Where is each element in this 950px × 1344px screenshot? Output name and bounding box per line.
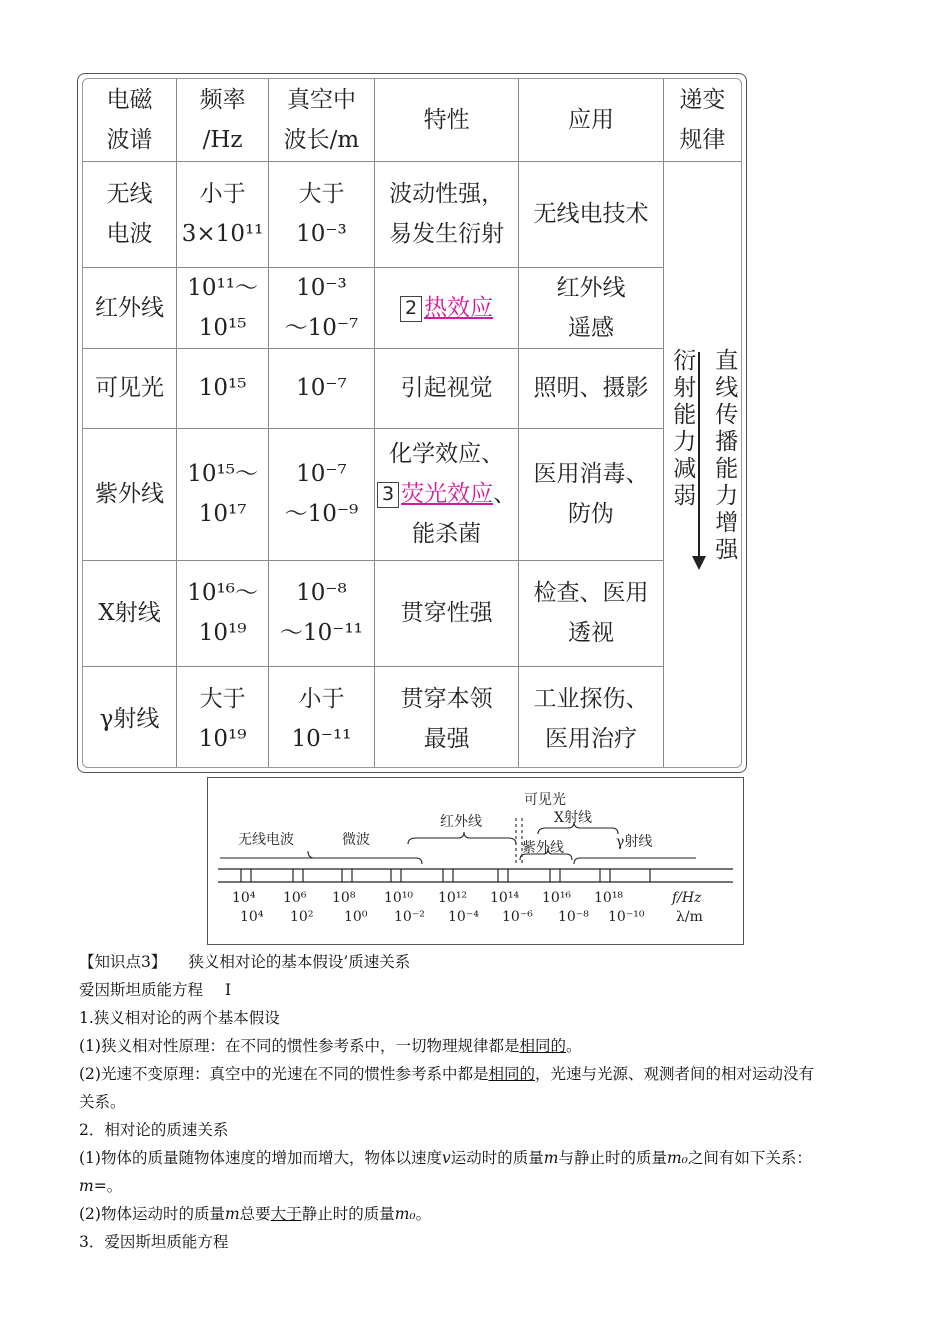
freq-tick-labels [232,890,702,906]
freq-tick-label: 10¹⁸ [594,890,624,906]
header-cell: 频率 /Hz [177,79,269,161]
blank-number-box: 3 [377,482,399,508]
freq-tick-label: 10¹⁰ [384,890,414,906]
freq-unit-label: f/Hz [672,890,702,906]
band-label: 可见光 [524,792,566,808]
kp-level: Ⅰ [225,981,232,999]
freq-cell: 10¹⁶～ 10¹⁹ [177,560,269,666]
freq-cell: 大于 10¹⁹ [177,666,269,768]
kp-title: 狭义相对论的基本假设’质速关系 [188,953,411,971]
header-cell: 真空中 波长/m [269,79,375,161]
application-cell: 照明、摄影 [519,348,663,428]
wave-cell: 10⁻³ ～10⁻⁷ [269,267,375,348]
underlined-answer: 相同的 [488,1065,535,1083]
wave-tick-labels [240,909,703,925]
wave-tick-label: 10⁴ [240,909,264,925]
symbol-m0: m₀ [666,1149,688,1167]
wave-unit-label: λ/m [676,909,703,925]
symbol-m0: m₀ [394,1205,416,1223]
application-cell: 工业探伤、 医用治疗 [519,666,663,768]
freq-tick-label: 10⁶ [283,890,307,906]
paragraph-text: (2)光速不变原理：真空中的光速在不同的惯性参考系中都是 [79,1065,489,1083]
paragraph-continued: 关系。 [79,1093,126,1111]
trend-arrow-line [698,352,700,560]
freq-tick-label: 10¹² [438,890,468,906]
fill-in-answer: 荧光效应 [401,481,494,507]
row-name-cell: 无线 电波 [83,161,177,267]
wave-cell: 10⁻⁷ [269,348,375,428]
property-separator: 、 [493,481,517,507]
symbol-m: m [79,1177,94,1195]
property-line: 化学效应、 [389,441,505,467]
paragraph-text: ，光速与光源、观测者间的相对运动没有 [534,1065,814,1083]
symbol-v: v [441,1149,451,1167]
section-heading: 2．相对论的质速关系 [79,1121,229,1139]
row-name-cell: 红外线 [83,267,177,348]
spectrum-diagram-svg [208,778,743,944]
gamma-bracket-end [574,858,580,864]
spectrum-table-inner [82,78,742,768]
paragraph [79,1146,812,1168]
paragraph-text: 运动时的质量 [450,1149,544,1167]
knowledge-point-heading [79,950,410,972]
freq-cell: 10¹¹～ 10¹⁵ [177,267,269,348]
property-cell: 引起视觉 [374,348,518,428]
blank-number-box: 2 [400,296,422,322]
freq-cell: 小于 3×10¹¹ [177,161,269,267]
row-name-cell: 可见光 [83,348,177,428]
property-cell [374,267,518,348]
underlined-answer: 大于 [270,1205,302,1223]
wave-tick-label: 10⁰ [344,909,368,925]
wave-cell: 10⁻⁷ ～10⁻⁹ [269,428,375,560]
band-label: 无线电波 [238,832,294,848]
property-cell: 贯穿本领 最强 [374,666,518,768]
row-name-cell: 紫外线 [83,428,177,560]
table-row [83,666,741,768]
row-name-cell: X射线 [83,560,177,666]
equation-text: =。 [93,1177,123,1195]
freq-tick-label: 10⁴ [232,890,256,906]
section-heading: 1.狭义相对论的两个基本假设 [79,1009,280,1027]
paragraph-text: 之间有如下关系： [687,1149,812,1167]
down-arrow-icon [692,556,706,570]
wave-tick-label: 10² [290,909,314,925]
wave-cell: 10⁻⁸ ～10⁻¹¹ [269,560,375,666]
microwave-bracket [308,851,422,864]
table-row [83,428,741,560]
header-cell: 递变 规律 [663,79,741,161]
symbol-m: m [543,1149,559,1167]
application-cell: 红外线 遥感 [519,267,663,348]
paragraph [79,1062,814,1084]
fill-in-answer: 热效应 [424,294,494,321]
band-label: 紫外线 [522,840,564,856]
wave-tick-label: 10⁻⁸ [558,909,589,925]
wave-cell: 小于 10⁻¹¹ [269,666,375,768]
spectrum-diagram [207,777,744,945]
table-header-row [83,79,741,161]
symbol-m: m [224,1205,240,1223]
equation-line [79,1174,122,1196]
band-label: X射线 [554,810,592,826]
band-label: 红外线 [440,814,482,830]
band-labels [238,791,652,856]
header-cell: 应用 [519,79,663,161]
infrared-bracket [408,832,516,844]
application-cell: 无线电技术 [519,161,663,267]
header-cell: 电磁 波谱 [83,79,177,161]
wave-tick-label: 10⁻⁶ [502,909,533,925]
table-row [83,267,741,348]
paragraph-text: (1)物体的质量随物体速度的增加而增大，物体以速度 [79,1149,442,1167]
property-cell [374,428,518,560]
property-cell: 贯穿性强 [374,560,518,666]
axis-ticks [241,869,650,882]
kp-subtitle: 爱因斯坦质能方程 [79,981,204,999]
header-cell: 特性 [374,79,518,161]
table-row [83,161,741,267]
paragraph-text: (2)物体运动时的质量 [79,1205,225,1223]
paragraph-text: 。 [415,1205,432,1223]
wave-tick-label: 10⁻² [394,909,425,925]
section-heading: 3．爱因斯坦质能方程 [79,1233,229,1251]
paragraph-text: 静止时的质量 [301,1205,395,1223]
paragraph [79,1034,582,1056]
application-cell: 检查、医用 透视 [519,560,663,666]
freq-cell: 10¹⁵～ 10¹⁷ [177,428,269,560]
band-label: 微波 [342,832,370,848]
table-row [83,560,741,666]
paragraph-text: (1)狭义相对性原理：在不同的惯性参考系中，一切物理规律都是 [79,1037,520,1055]
property-line: 能杀菌 [412,521,482,547]
wave-tick-label: 10⁻⁴ [448,909,479,925]
trend-cell [663,161,741,768]
freq-tick-label: 10¹⁴ [490,890,520,906]
band-label: γ射线 [616,834,653,850]
wave-cell: 大于 10⁻³ [269,161,375,267]
paragraph-text: 与静止时的质量 [558,1149,667,1167]
application-cell: 医用消毒、 防伪 [519,428,663,560]
trend-straight-line-text: 直 线 传 播 能 力 增 强 [715,347,739,563]
kp-label: 【知识点3】 [79,953,167,971]
spectrum-table [83,79,741,768]
freq-tick-label: 10¹⁶ [542,890,572,906]
paragraph [79,1202,431,1224]
property-cell: 波动性强， 易发生衍射 [374,161,518,267]
spectrum-table-frame [77,73,747,773]
row-name-cell: γ射线 [83,666,177,768]
paragraph-text: 总要 [239,1205,271,1223]
freq-cell: 10¹⁵ [177,348,269,428]
trend-diffraction-text: 衍 射 能 力 减 弱 [673,347,697,509]
wave-tick-label: 10⁻¹⁰ [608,909,645,925]
table-row [83,348,741,428]
underlined-answer: 相同的 [519,1037,566,1055]
paragraph-text: 。 [565,1037,582,1055]
kp-subtitle-line [79,978,231,1000]
freq-tick-label: 10⁸ [332,890,356,906]
